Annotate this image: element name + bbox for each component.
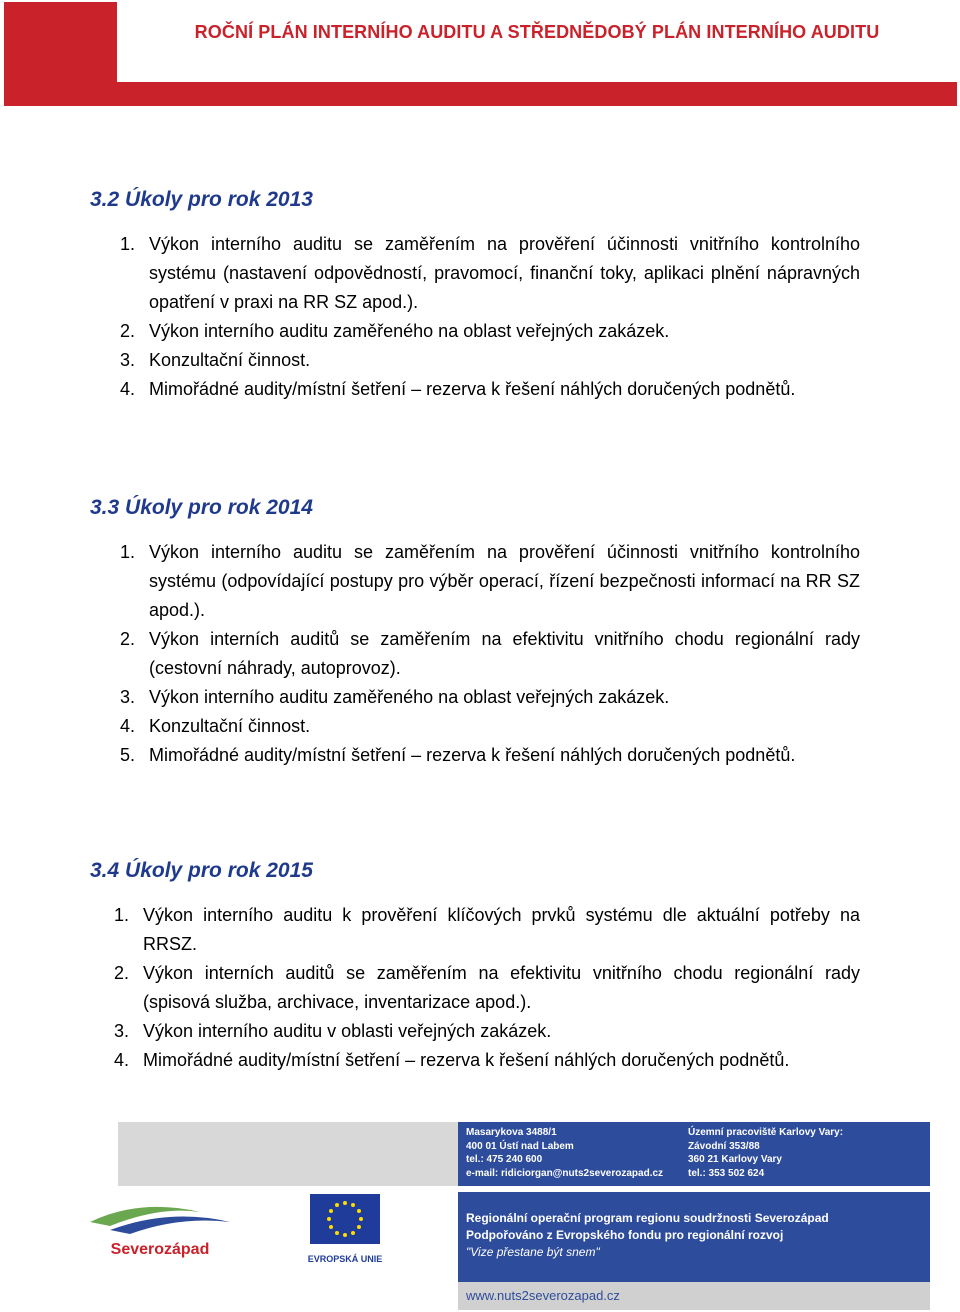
list-item bbox=[90, 230, 860, 317]
footer-address-branch bbox=[688, 1126, 843, 1180]
item-number: 4. bbox=[120, 716, 136, 736]
list-item bbox=[90, 1046, 860, 1075]
list-item bbox=[90, 901, 860, 959]
list-item bbox=[90, 683, 860, 712]
item-text: Mimořádné audity/místní šetření – rezerva k řešení náhlých doručených podnětů. bbox=[143, 1050, 790, 1070]
list-item bbox=[90, 317, 860, 346]
task-list bbox=[90, 538, 860, 770]
logo-text: Severozápad bbox=[110, 1241, 210, 1258]
item-text: Výkon interního auditu se zaměřením na prověření účinnosti vnitřního kontrolního systému (odpovídající postupy pro výběr operací, řízení bezpečnosti informací na RR SZ apod.). bbox=[149, 542, 860, 620]
header-accent-block bbox=[4, 2, 117, 106]
address-email: e-mail: ridiciorgan@nuts2severozapad.cz bbox=[466, 1167, 664, 1179]
list-item bbox=[90, 741, 860, 770]
section-heading: 3.4 Úkoly pro rok 2015 bbox=[90, 859, 313, 882]
item-text: Výkon interního auditu v oblasti veřejných zakázek. bbox=[143, 1021, 552, 1041]
item-number: 3. bbox=[120, 687, 136, 707]
item-number: 2. bbox=[120, 629, 136, 649]
item-number: 1. bbox=[120, 542, 136, 562]
item-number: 5. bbox=[120, 745, 136, 765]
task-list bbox=[90, 230, 860, 404]
item-text: Výkon interních auditů se zaměřením na efektivitu vnitřního chodu regionální rady (spisová služba, archivace, inventarizace apod.). bbox=[143, 963, 860, 1012]
section-2013 bbox=[90, 186, 860, 404]
program-slogan: "Vize přestane být snem" bbox=[466, 1245, 600, 1259]
address-line: 400 01 Ústí nad Labem bbox=[466, 1140, 574, 1152]
item-number: 4. bbox=[114, 1050, 130, 1070]
header-bar bbox=[117, 82, 957, 106]
item-number: 4. bbox=[120, 379, 136, 399]
address-line: Územní pracoviště Karlovy Vary: bbox=[688, 1127, 844, 1138]
item-text: Výkon interního auditu zaměřeného na oblast veřejných zakázek. bbox=[149, 687, 670, 707]
footer-address-main bbox=[466, 1126, 663, 1180]
footer-top-gray bbox=[118, 1122, 458, 1186]
list-item bbox=[90, 538, 860, 625]
item-number: 1. bbox=[120, 234, 136, 254]
section-heading: 3.3 Úkoly pro rok 2014 bbox=[90, 496, 313, 519]
address-line: Masarykova 3488/1 bbox=[466, 1127, 557, 1138]
item-number: 2. bbox=[114, 963, 130, 983]
list-item bbox=[90, 625, 860, 683]
item-text: Mimořádné audity/místní šetření – rezerva k řešení náhlých doručených podnětů. bbox=[149, 745, 796, 765]
list-item bbox=[90, 1017, 860, 1046]
footer-program-text bbox=[466, 1210, 829, 1261]
item-number: 3. bbox=[120, 350, 136, 370]
item-text: Výkon interního auditu zaměřeného na oblast veřejných zakázek. bbox=[149, 321, 670, 341]
program-line: Regionální operační program regionu soudržnosti Severozápad bbox=[466, 1211, 829, 1225]
address-line: tel.: 353 502 624 bbox=[688, 1167, 765, 1179]
section-2015 bbox=[90, 857, 860, 1075]
eu-flag-logo bbox=[300, 1190, 390, 1270]
severozapad-logo bbox=[80, 1200, 240, 1270]
item-text: Konzultační činnost. bbox=[149, 350, 311, 370]
section-heading: 3.2 Úkoly pro rok 2013 bbox=[90, 188, 313, 211]
item-number: 3. bbox=[114, 1021, 130, 1041]
task-list bbox=[90, 901, 860, 1075]
document-title: ROČNÍ PLÁN INTERNÍHO AUDITU A STŘEDNĚDOBÝ PLÁN INTERNÍHO AUDITU bbox=[194, 22, 880, 42]
address-line: Závodní 353/88 bbox=[688, 1140, 760, 1152]
footer-url[interactable]: www.nuts2severozapad.cz bbox=[466, 1288, 620, 1303]
program-line: Podpořováno z Evropského fondu pro regionální rozvoj bbox=[466, 1228, 784, 1242]
list-item bbox=[90, 959, 860, 1017]
item-text: Výkon interního auditu k prověření klíčových prvků systému dle aktuální potřeby na RRSZ. bbox=[143, 905, 860, 954]
item-text: Konzultační činnost. bbox=[149, 716, 311, 736]
address-line: tel.: 475 240 600 bbox=[466, 1154, 543, 1165]
item-number: 1. bbox=[114, 905, 130, 925]
item-text: Výkon interního auditu se zaměřením na prověření účinnosti vnitřního kontrolního systému (nastavení odpovědností, pravomocí, finanční toky, aplikaci plnění nápravných opatření v praxi na RR SZ apod.). bbox=[149, 234, 860, 312]
item-text: Výkon interních auditů se zaměřením na efektivitu vnitřního chodu regionální rady (cestovní náhrady, autoprovoz). bbox=[149, 629, 860, 678]
item-text: Mimořádné audity/místní šetření – rezerva k řešení náhlých doručených podnětů. bbox=[149, 379, 796, 399]
section-2014 bbox=[90, 494, 860, 770]
item-number: 2. bbox=[120, 321, 136, 341]
list-item bbox=[90, 346, 860, 375]
list-item bbox=[90, 712, 860, 741]
eu-text: EVROPSKÁ UNIE bbox=[307, 1254, 383, 1264]
list-item bbox=[90, 375, 860, 404]
address-line: 360 21 Karlovy Vary bbox=[688, 1154, 782, 1165]
